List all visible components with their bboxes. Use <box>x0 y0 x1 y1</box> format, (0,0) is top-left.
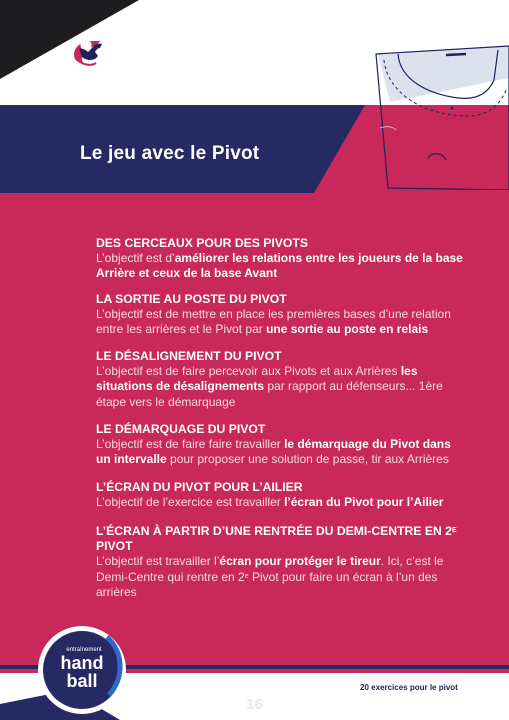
footer-caption: 20 exercices pour le pivot <box>360 683 458 692</box>
logo-text-top: entraînement <box>66 647 102 653</box>
section-body: L’objectif de l’exercice est travailler l’écran du Pivot pour l’Ailier <box>96 495 444 510</box>
section-ecran-ailier <box>96 480 466 510</box>
page-title: Le jeu avec le Pivot <box>80 143 260 164</box>
section-body: L’objectif est d’améliorer les relations entre les joueurs de la base Arrière et ceux de la base Avant <box>96 251 463 281</box>
logo-text-hand: hand <box>60 653 104 673</box>
section-body: L’objectif est de faire percevoir aux Pivots et aux Arrières les situations de désalignements par rapport au défenseurs... 1ère étape vers le démarquage <box>96 364 443 409</box>
section-ecran-demi-centre <box>96 524 466 600</box>
section-heading: L’ÉCRAN DU PIVOT POUR L’AILIER <box>96 480 303 494</box>
logo-text-ball: ball <box>66 671 98 691</box>
section-heading: L’ÉCRAN À PARTIR D’UNE RENTRÉE DU DEMI-CENTRE EN $2^E$ PIVOT <box>96 524 457 554</box>
section-body: L’objectif est travailler l’écran pour protéger le tireur. Ici, c’est le Demi-Centre qui rentre en 2e Pivot pour faire un écran à l’un des arrières <box>96 554 444 599</box>
section-body: L’objectif est de faire faire travailler le démarquage du Pivot dans un intervalle pour proposer une solution de passe, tir aux Arrières <box>96 437 451 467</box>
page-number: 16 <box>246 696 263 713</box>
section-cerceaux <box>96 236 466 282</box>
section-heading: LE DÉSALIGNEMENT DU PIVOT <box>96 349 282 363</box>
section-sortie-poste <box>96 292 466 338</box>
handball-player-icon <box>70 33 112 67</box>
section-demarquage <box>96 422 466 468</box>
court-diagram <box>368 40 509 190</box>
section-heading: LA SORTIE AU POSTE DU PIVOT <box>96 292 287 306</box>
section-body: L’objectif est de mettre en place les premières bases d’une relation entre les arrières et le Pivot par une sortie au poste en relais <box>96 307 451 337</box>
section-heading: LE DÉMARQUAGE DU PIVOT <box>96 422 266 436</box>
section-desalignement <box>96 349 466 410</box>
section-heading: DES CERCEAUX POUR DES PIVOTS <box>96 236 308 250</box>
